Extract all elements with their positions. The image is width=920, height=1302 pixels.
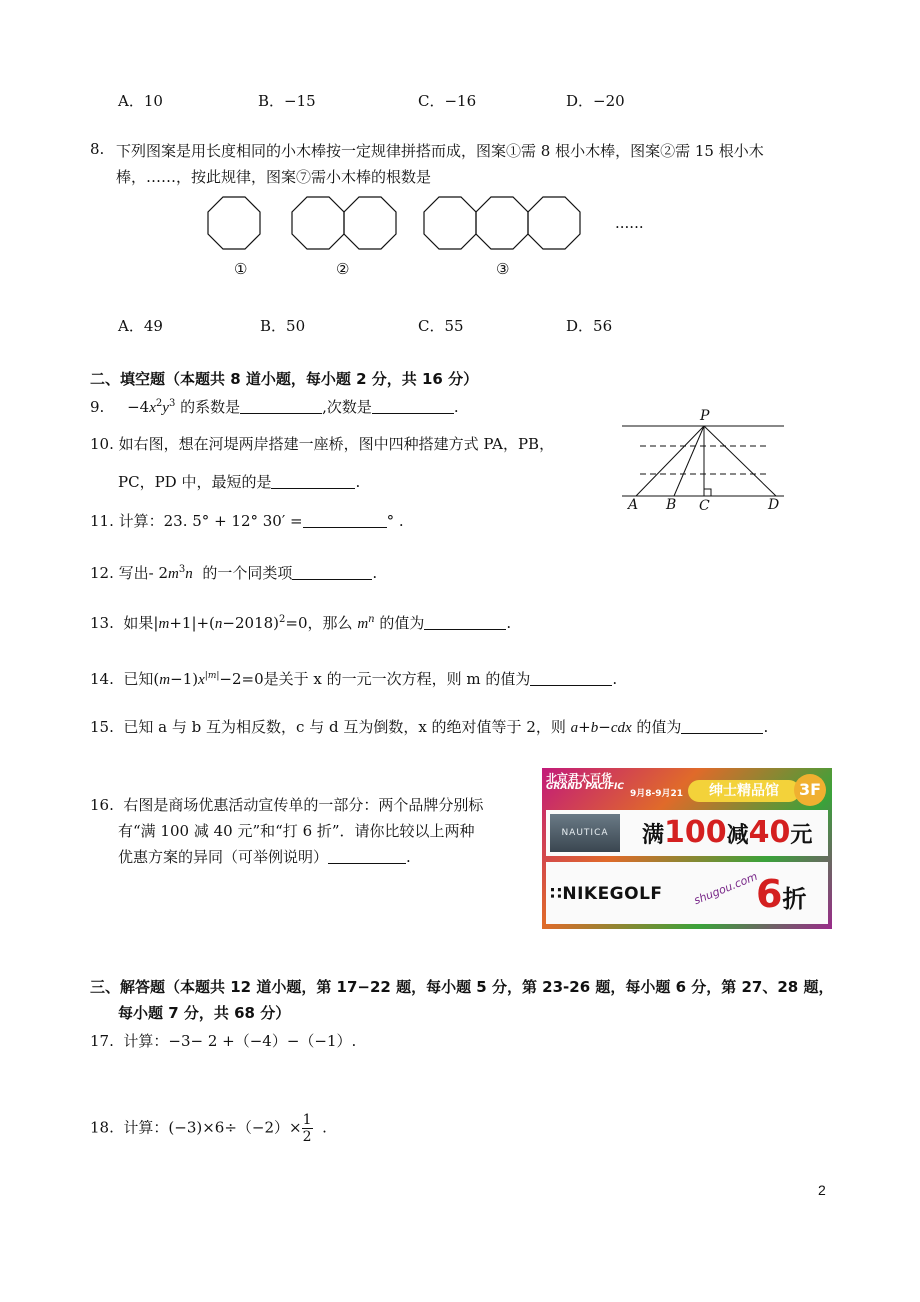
promo-flyer-image — [542, 768, 832, 929]
q14-blank[interactable] — [530, 671, 612, 686]
q10-line1 — [90, 433, 554, 454]
q8-option-d: D．56 — [566, 317, 613, 335]
q7-option-d: D．−20 — [566, 92, 625, 110]
q12-expression: - $2m^3n$ — [148, 564, 193, 582]
ad-offer-2: 6折 — [756, 872, 807, 916]
q13-blank[interactable] — [424, 615, 506, 630]
q10-text-2: PC，PD 中，最短的是 — [118, 473, 272, 491]
fig-label-d: D — [768, 497, 780, 513]
q8-number: 8. — [90, 140, 105, 158]
octagon-2b — [344, 197, 396, 249]
q13: 13. 如果$|m+1|+(n-2018)^2=0$，那么 $m^n$ 的值为 . — [90, 614, 512, 632]
section-3-heading-line2: 每小题 7 分，共 68 分） — [118, 1004, 291, 1022]
q12-pre: 写出 — [118, 564, 149, 582]
q11-blank[interactable] — [303, 513, 387, 528]
fig-label-b: B — [666, 497, 677, 513]
fig-label-a: A — [628, 497, 639, 513]
q17-number: 17. — [90, 1032, 114, 1050]
ad-watermark: shugou.com — [692, 869, 760, 908]
ad-hall-badge: 绅士精品馆 — [688, 780, 800, 802]
q9-blank-2[interactable] — [372, 399, 454, 414]
q16-line3 — [118, 846, 411, 867]
q8-label-2: ② — [336, 260, 350, 278]
page-number: 2 — [818, 1182, 826, 1198]
q15-end: . — [763, 718, 769, 736]
q8-label-1: ① — [234, 260, 248, 278]
q8-text-line1: 下列图案是用长度相同的小木棒按一定规律拼搭而成，图案①需 8 根小木棒，图案②需 15 根小木 — [116, 142, 764, 160]
q9-blank-1[interactable] — [240, 399, 322, 414]
q18-end: . — [322, 1118, 327, 1137]
q15-blank[interactable] — [681, 719, 763, 734]
q11-end: ° . — [386, 512, 404, 530]
q10-text-1: 如右图，想在河堤两岸搭建一座桥，图中四种搭建方式 PA，PB， — [118, 435, 555, 453]
ad-brand1-logo: NAUTICA — [550, 814, 620, 852]
q7-option-a: A．10 — [118, 92, 163, 110]
section-3-heading-line1: 三、解答题（本题共 12 道小题，第 17−22 题，每小题 5 分，第 23-26 题，每小题 6 分，第 27、28 题， — [90, 978, 834, 996]
q13-pre: 如果 — [123, 614, 154, 632]
q10-end: . — [355, 473, 361, 491]
q10-line2 — [118, 471, 360, 492]
q16-line1 — [90, 794, 483, 815]
q8-ellipsis: ...... — [615, 214, 644, 232]
q10-blank[interactable] — [271, 474, 355, 489]
segment-pb — [674, 426, 704, 496]
q8-label-3: ③ — [496, 260, 510, 278]
q15-number: 15. — [90, 718, 114, 736]
q14-number: 14. — [90, 670, 114, 688]
ad-store-en: GRAND PACIFIC — [546, 782, 624, 792]
q12-post: 的一个同类项 — [202, 564, 293, 582]
octagon-3c — [528, 197, 580, 249]
q18-fraction: $\frac{1}{2}$ — [302, 1112, 312, 1145]
q13-number: 13. — [90, 614, 114, 632]
q9-expression: $-4x^2y^3$ — [127, 398, 176, 416]
fig-label-p: P — [700, 408, 710, 424]
octagon-3a — [424, 197, 476, 249]
q14-expression: $(m-1)x^{|m|}-2=0$ — [153, 670, 264, 688]
q14 — [90, 668, 617, 689]
q12-number: 12. — [90, 564, 114, 582]
q9 — [90, 396, 459, 417]
q8-octagon-figure — [200, 190, 680, 290]
q11-number: 11. — [90, 512, 114, 530]
q9-text-degree: ,次数是 — [322, 398, 372, 416]
q12-blank[interactable] — [292, 565, 372, 580]
q14-mid: 是关于 x 的一元一次方程，则 m 的值为 — [263, 670, 531, 688]
q16-end: . — [406, 848, 411, 866]
q17 — [90, 1030, 356, 1051]
q15-expression: a+b−cdx — [570, 718, 632, 736]
q14-end: . — [612, 670, 618, 688]
q12-end: . — [372, 564, 378, 582]
segment-pd — [704, 426, 776, 496]
q16-blank[interactable] — [328, 849, 406, 864]
q14-pre: 已知 — [123, 670, 154, 688]
octagon-1 — [208, 197, 260, 249]
q10-number: 10. — [90, 435, 114, 453]
q11 — [90, 510, 404, 531]
octagon-2a — [292, 197, 344, 249]
q16-text-1: 右图是商场优惠活动宣传单的一部分：两个品牌分别标 — [123, 796, 484, 814]
segment-pa — [636, 426, 704, 496]
octagon-3b — [476, 197, 528, 249]
right-angle-mark — [704, 489, 711, 496]
fig-label-c: C — [699, 498, 710, 514]
ad-floor-badge: 3F — [794, 774, 826, 806]
q13-mid: ，那么 — [307, 614, 353, 632]
q18 — [90, 1112, 327, 1145]
q7-option-b: B．−15 — [258, 92, 316, 110]
q15-text: 已知 a 与 b 互为相反数，c 与 d 互为倒数，x 的绝对值等于 2，则 — [123, 718, 566, 736]
q13-post: 的值为 — [379, 614, 425, 632]
q9-end: . — [453, 398, 459, 416]
q12 — [90, 562, 377, 583]
q16-text-3: 优惠方案的异同（可举例说明） — [118, 848, 329, 866]
ad-offer-1: 满100减40元 — [642, 815, 813, 850]
ad-dates: 9月8-9月21 — [630, 789, 684, 799]
q15 — [90, 716, 768, 737]
q13-end: . — [506, 614, 512, 632]
q8-option-a: A．49 — [118, 317, 163, 335]
q9-number: 9. — [90, 398, 105, 416]
q17-text: 计算：−3− 2 +（−4）−（−1）. — [123, 1032, 357, 1050]
q16-line2: 有“满 100 减 40 元”和“打 6 折”．请你比较以上两种 — [118, 822, 475, 840]
ad-store-cn: 北京君太百货 — [546, 772, 612, 785]
q9-text-coef: 的系数是 — [180, 398, 241, 416]
q8-option-c: C．55 — [418, 317, 464, 335]
q18-number: 18. — [90, 1118, 114, 1137]
q8-text-line2: 棒，……，按此规律，图案⑦需小木棒的根数是 — [116, 168, 432, 186]
section-2-heading: 二、填空题（本题共 8 道小题，每小题 2 分，共 16 分） — [90, 370, 479, 388]
ad-brand2-logo: ∷NIKEGOLF — [550, 884, 663, 904]
q18-text: 计算：(−3)×6÷（−2）× — [123, 1118, 302, 1137]
q13-expression: $|m+1|+(n-2018)^2=0$ — [153, 614, 308, 632]
q16-number: 16. — [90, 796, 114, 814]
q7-option-c: C．−16 — [418, 92, 477, 110]
q11-text: 计算：23. 5° + 12° 30′ = — [118, 512, 303, 530]
q8-option-b: B．50 — [260, 317, 306, 335]
q15-post: 的值为 — [636, 718, 682, 736]
